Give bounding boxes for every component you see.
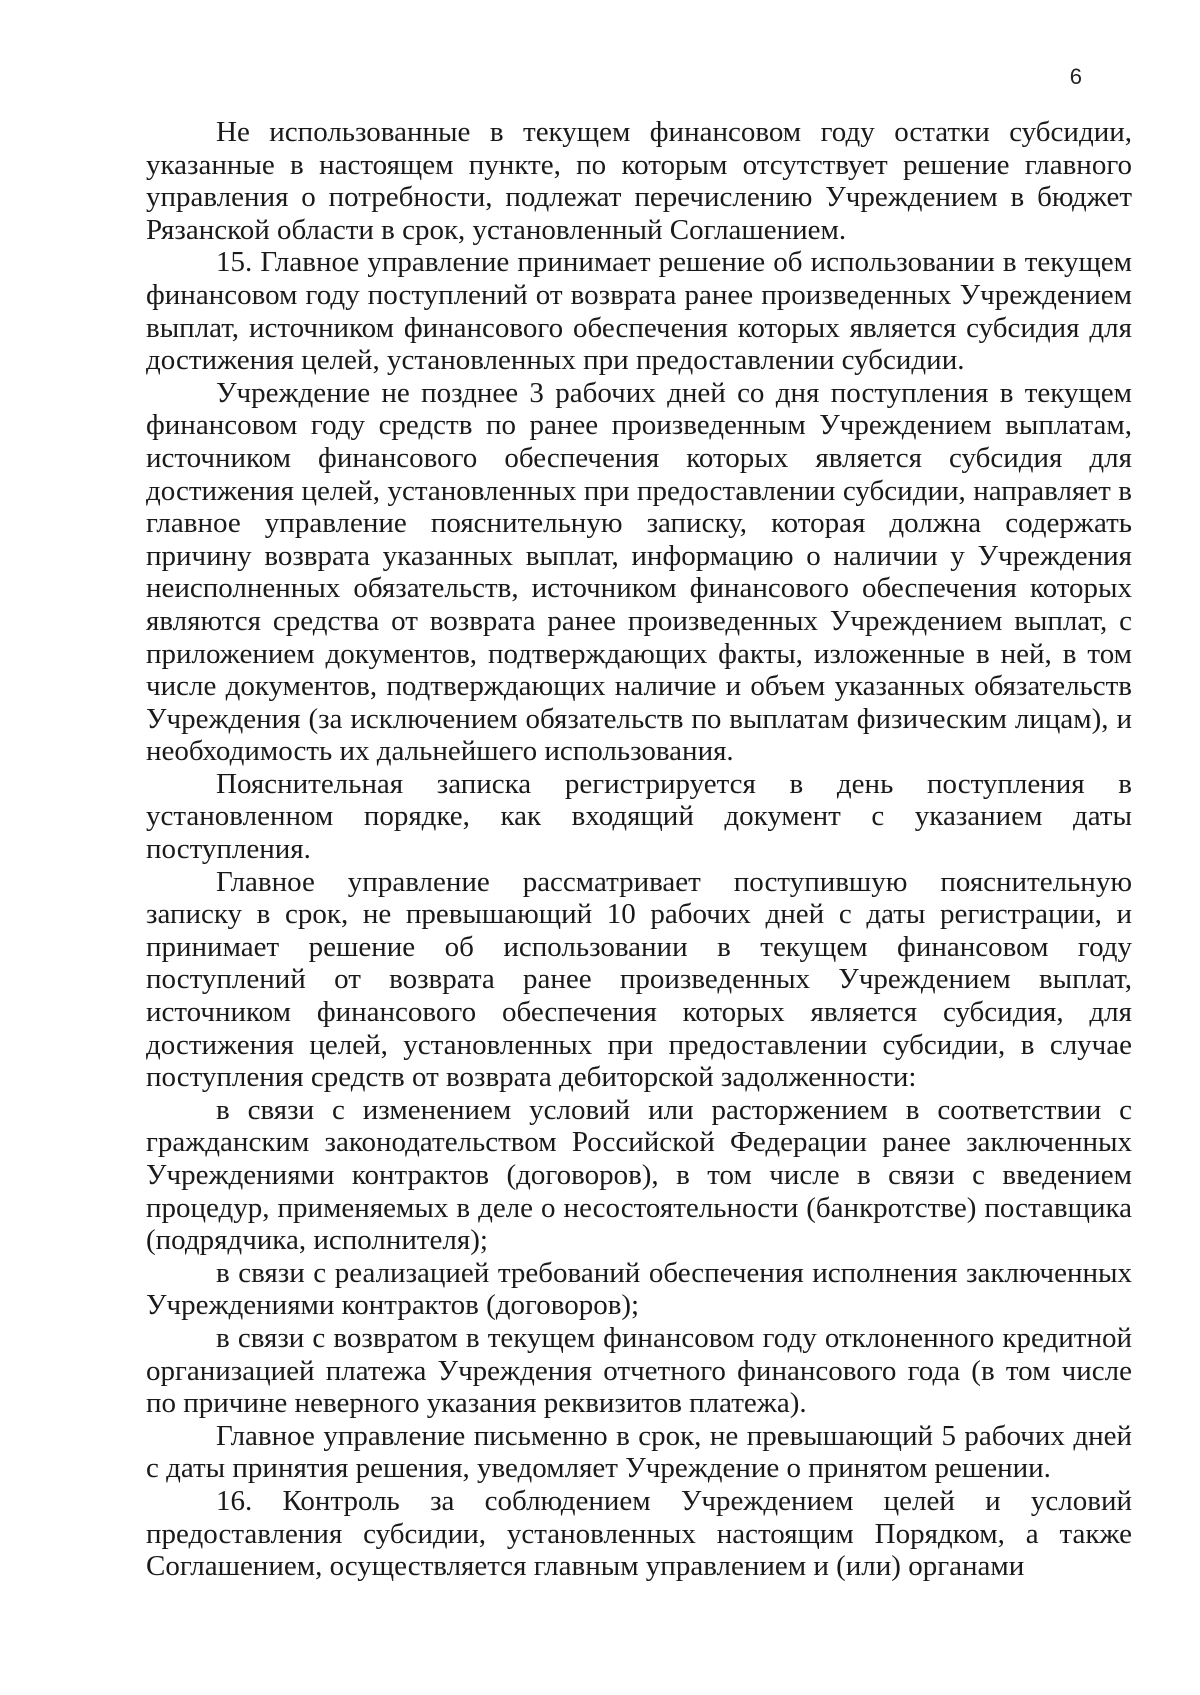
paragraph-unused-balances: Не использованные в текущем финансовом году остатки субсидии, указанные в настоящем пункте, по которым отсутствует решение главного управления о потребности, подлежат перечислению Учреждением в бюджет Рязанской области в срок, установленный Соглашением.: [146, 116, 1132, 246]
document-body: [146, 116, 1132, 1583]
page-number: 6: [1069, 64, 1082, 89]
paragraph-case-returned-payment: в связи с возвратом в текущем финансовом году отклоненного кредитной организацией платежа Учреждения отчетного финансового года (в том числе по причине неверного указания реквизитов платежа).: [146, 1321, 1132, 1420]
paragraph-clause-15: 15. Главное управление принимает решение об использовании в текущем финансовом году поступлений от возврата ранее произведенных Учреждением выплат, источником финансового обеспечения которых является субсидия для достижения целей, установленных при предоставлении субсидии.: [146, 246, 1132, 377]
paragraph-case-guarantee: в связи с реализацией требований обеспечения исполнения заключенных Учреждениями контрактов (договоров);: [146, 1256, 1132, 1322]
paragraph-institution-note: Учреждение не позднее 3 рабочих дней со дня поступления в текущем финансовом году средств по ранее произведенным Учреждением выплатам, источником финансового обеспечения которых является субсидия для достижения целей, установленных при предоставлении субсидии, направляет в главное управление пояснительную записку, которая должна содержать причину возврата указанных выплат, информацию о наличии у Учреждения неисполненных обязательств, источником финансового обеспечения которых являются средства от возврата ранее произведенных Учреждением выплат, с приложением документов, подтверждающих факты, изложенные в ней, в том числе документов, подтверждающих наличие и объем указанных обязательств Учреждения (за исключением обязательств по выплатам физическим лицам), и необходимость их дальнейшего использования.: [146, 376, 1132, 768]
paragraph-case-contract-change: в связи с изменением условий или расторжением в соответствии с гражданским законодательством Российской Федерации ранее заключенных Учреждениями контрактов (договоров), в том числе в связи с введением процедур, применяемых в деле о несостоятельности (банкротстве) поставщика (подрядчика, исполнителя);: [146, 1093, 1132, 1257]
paragraph-notification: Главное управление письменно в срок, не превышающий 5 рабочих дней с даты принятия решения, уведомляет Учреждение о принятом решении.: [146, 1419, 1132, 1485]
paragraph-clause-16: 16. Контроль за соблюдением Учреждением целей и условий предоставления субсидии, установленных настоящим Порядком, а также Соглашением, осуществляется главным управлением и (или) органами: [146, 1484, 1132, 1583]
paragraph-review-decision: Главное управление рассматривает поступившую пояснительную записку в срок, не превышающий 10 рабочих дней с даты регистрации, и принимает решение об использовании в текущем финансовом году поступлений от возврата ранее произведенных Учреждением выплат, источником финансового обеспечения которых является субсидия, для достижения целей, установленных при предоставлении субсидии, в случае поступления средств от возврата дебиторской задолженности:: [146, 865, 1132, 1094]
paragraph-note-registration: Пояснительная записка регистрируется в день поступления в установленном порядке, как входящий документ с указанием даты поступления.: [146, 767, 1132, 866]
